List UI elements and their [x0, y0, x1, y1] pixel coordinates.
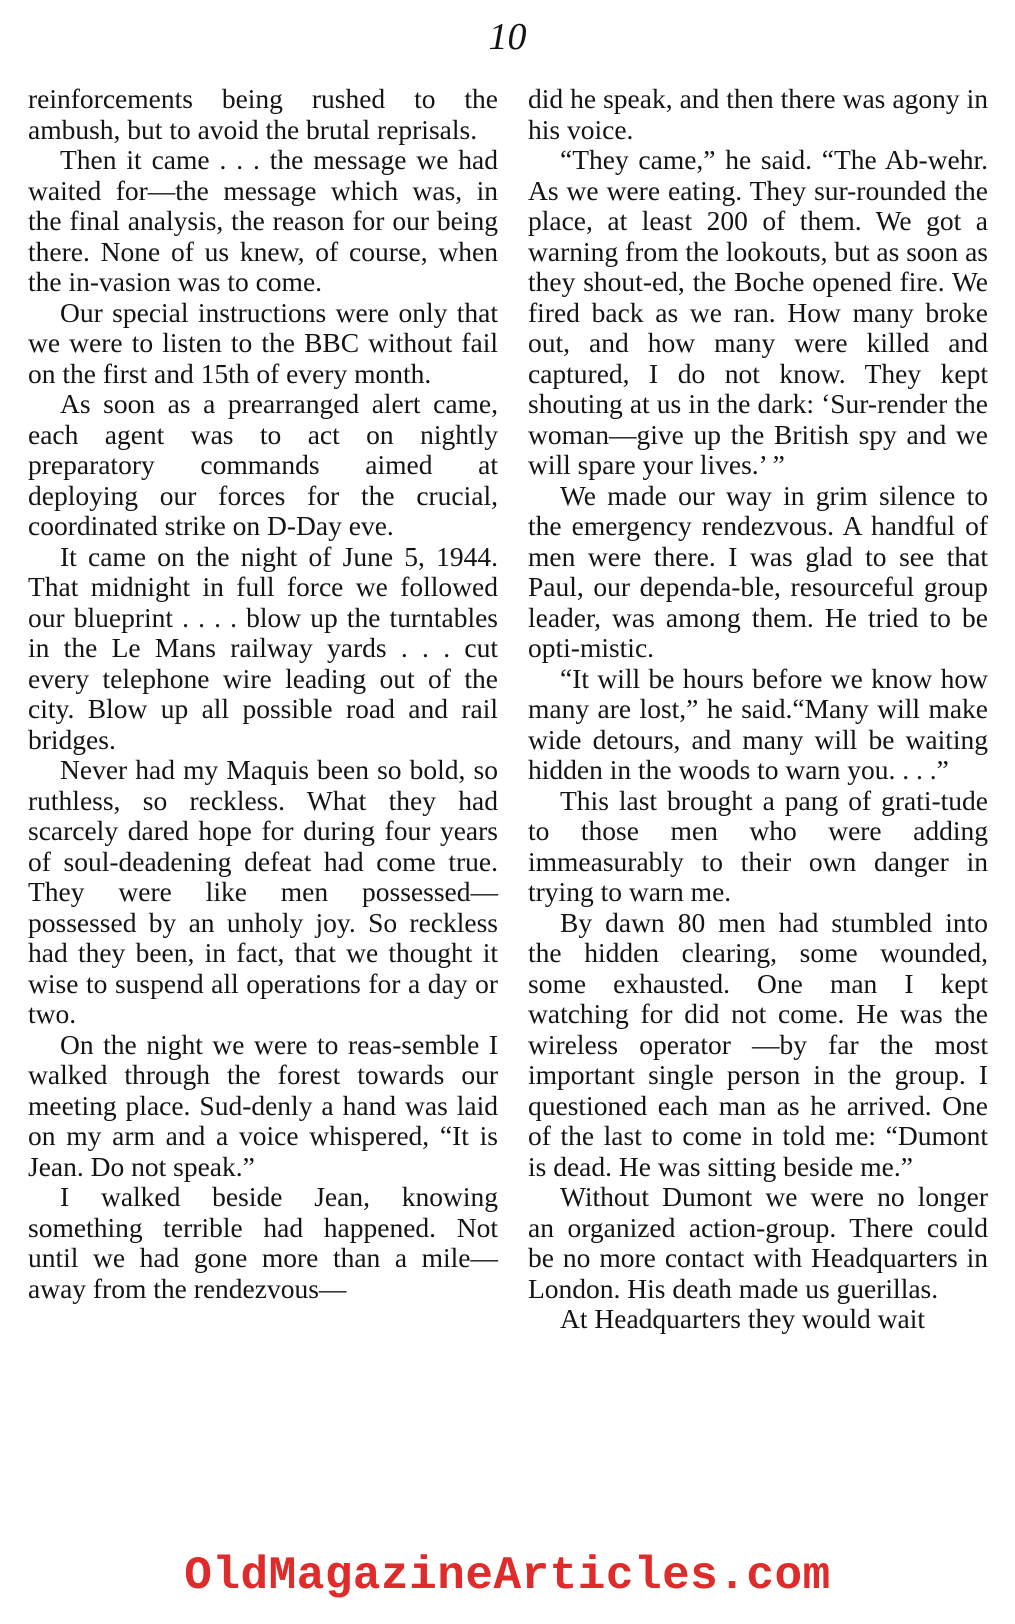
left-column — [28, 84, 498, 1304]
paragraph: Without Dumont we were no longer an organized action-group. There could be no more contact with Headquarters in London. His death made us guerillas. — [528, 1181, 988, 1304]
paragraph: On the night we were to reas-semble I walked through the forest towards our meeting place. Sud-denly a hand was laid on my arm and a voice whispered, “It is Jean. Do not speak.” — [28, 1028, 498, 1182]
paragraph: By dawn 80 men had stumbled into the hidden clearing, some wounded, some exhausted. One man I kept watching for did not come. He was the wireless operator —by far the most important single person in the group. I questioned each man as he arrived. One of the last to come in told me: “Dumont is dead. He was sitting beside me.” — [528, 906, 988, 1182]
right-column — [528, 84, 988, 1335]
paragraph: I walked beside Jean, knowing something terrible had happened. Not until we had gone more than a mile—away from the rendezvous— — [28, 1181, 498, 1304]
page-number: 10 — [488, 16, 527, 58]
paragraph: We made our way in grim silence to the emergency rendezvous. A handful of men were there. I was glad to see that Paul, our dependa-ble, resourceful group leader, was among them. He tried to be opti-mistic. — [528, 479, 988, 663]
paragraph: Never had my Maquis been so bold, so ruthless, so reckless. What they had scarcely dared hope for during four years of soul-deadening defeat had come true. They were like men possessed—possessed by an unholy joy. So reckless had they been, in fact, that we thought it wise to suspend all operations for a day or two. — [28, 754, 498, 1029]
paragraph: “It will be hours before we know how many are lost,” he said.“Many will make wide detours, and many will be waiting hidden in the woods to warn you. . . .” — [528, 662, 988, 785]
paragraph: Then it came . . . the message we had waited for—the message which was, in the final analysis, the reason for our being there. None of us knew, of course, when the in-vasion was to come. — [28, 144, 498, 297]
site-watermark: OldMagazineArticles.com — [184, 1550, 831, 1602]
paragraph: “They came,” he said. “The Ab-wehr. As we were eating. They sur-rounded the place, at least 200 of them. We got a warning from the lookouts, but as soon as they shout-ed, the Boche opened fire. We fired back as we ran. How many broke out, and how many were killed and captured, I do not know. They kept shouting at us in the dark: ‘Sur-render the woman—give up the British spy and we will spare your lives.’ ” — [528, 144, 988, 480]
paragraph: At Headquarters they would wait — [560, 1303, 926, 1334]
paragraph: As soon as a prearranged alert came, each agent was to act on nightly preparatory commands aimed at deploying our forces for the crucial, coordinated strike on D-Day eve. — [28, 388, 498, 541]
paragraph: reinforcements being rushed to the ambush, but to avoid the brutal reprisals. — [28, 83, 498, 145]
paragraph: Our special instructions were only that we were to listen to the BBC without fail on the first and 15th of every month. — [28, 296, 498, 389]
paragraph: did he speak, and then there was agony in his voice. — [528, 83, 988, 145]
paragraph: It came on the night of June 5, 1944. That midnight in full force we followed our blueprint . . . . blow up the turntables in the Le Mans railway yards . . . cut every telephone wire leading out of the city. Blow up all possible road and rail bridges. — [28, 540, 498, 755]
paragraph: This last brought a pang of grati-tude to those men who were adding immeasurably to their own danger in trying to warn me. — [528, 784, 988, 907]
